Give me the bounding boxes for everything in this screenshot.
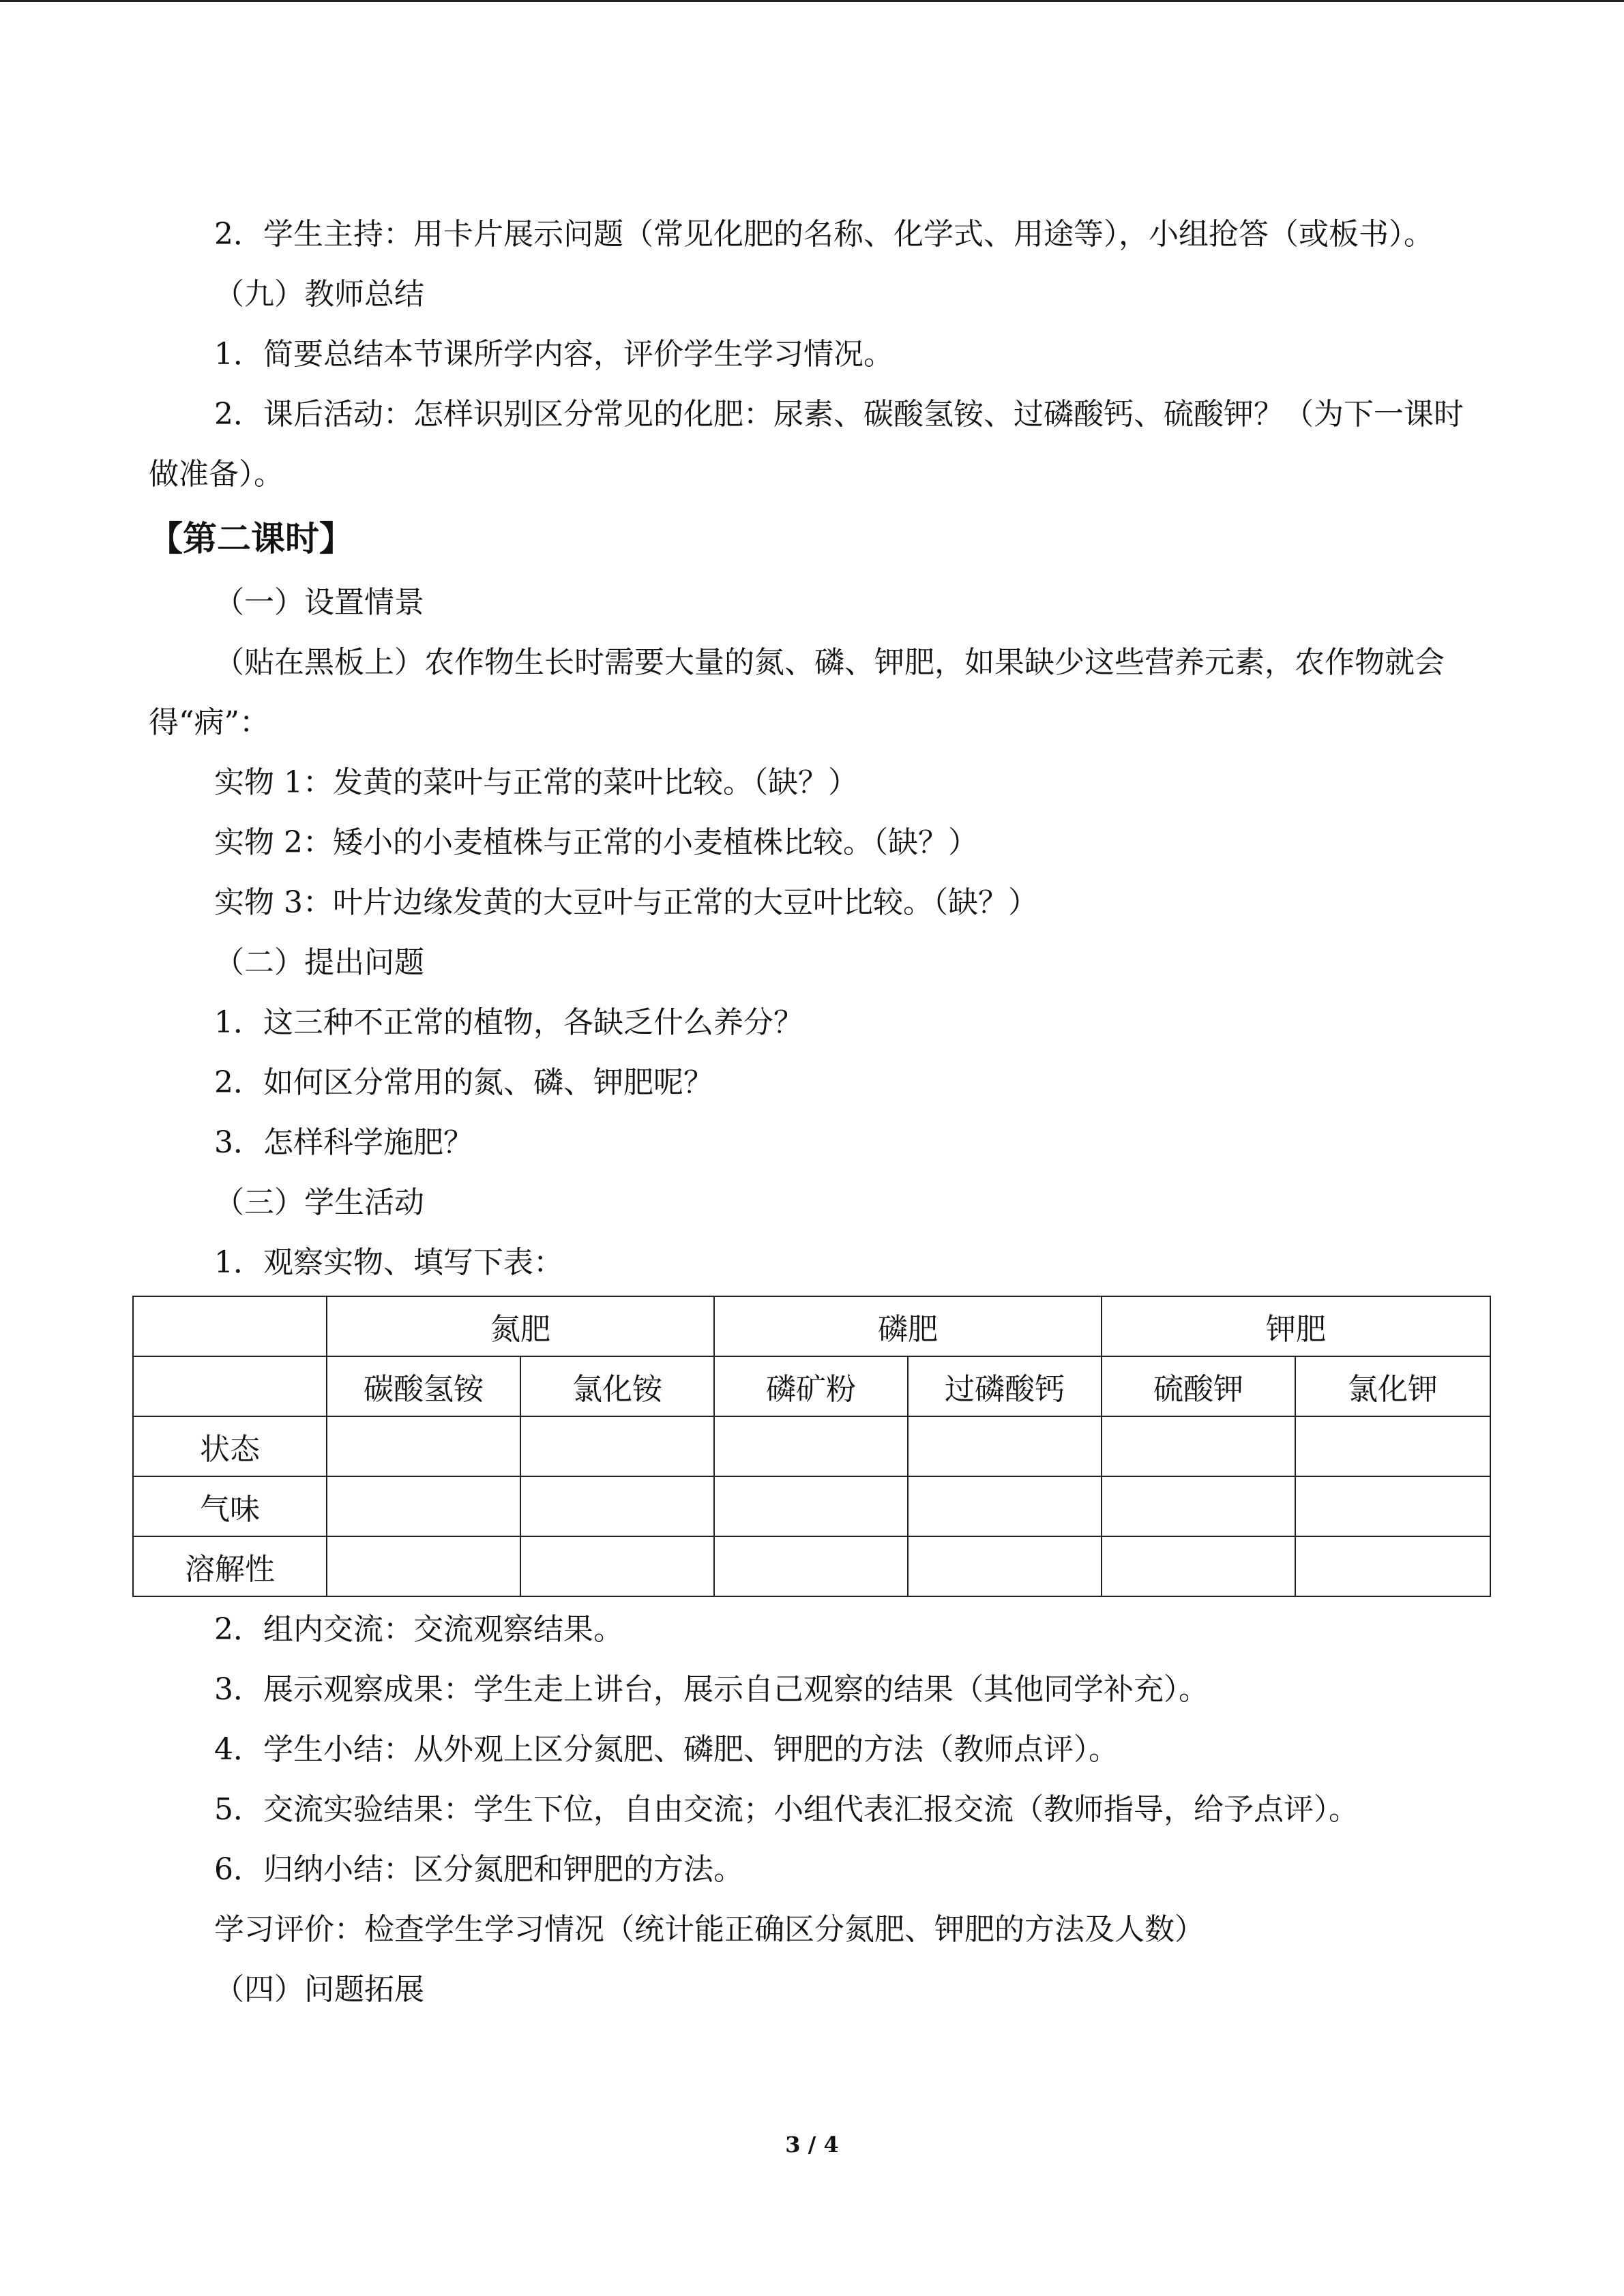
table-corner-cell	[133, 1296, 327, 1356]
table-cell	[520, 1536, 714, 1596]
page-number: 3 / 4	[785, 2132, 839, 2158]
table-group-header: 钾肥	[1102, 1296, 1490, 1356]
top-border-line	[0, 0, 1624, 2]
paragraph: 实物 2：矮小的小麦植株与正常的小麦植株比较。（缺？）	[214, 825, 978, 860]
paragraph: 1．观察实物、填写下表：	[214, 1245, 563, 1280]
paragraph: （贴在黑板上）农作物生长时需要大量的氮、磷、钾肥，如果缺少这些营养元素，农作物就会得“病”：	[149, 645, 1445, 740]
paragraph: （三）学生活动	[214, 1185, 424, 1220]
table-group-header: 磷肥	[714, 1296, 1102, 1356]
table-subheader: 硫酸钾	[1102, 1356, 1295, 1416]
paragraph: 3．展示观察成果：学生走上讲台，展示自己观察的结果（其他同学补充）。	[214, 1672, 1209, 1707]
table-cell	[714, 1416, 908, 1476]
table-row-label: 气味	[133, 1476, 327, 1536]
paragraph: （二）提出问题	[214, 945, 424, 980]
table-subheader: 氯化钾	[1295, 1356, 1490, 1416]
table-cell	[908, 1416, 1102, 1476]
table-cell	[1295, 1536, 1490, 1596]
table-cell	[327, 1476, 520, 1536]
table-group-header: 氮肥	[327, 1296, 714, 1356]
document-body	[149, 205, 1472, 2020]
table-row-label: 溶解性	[133, 1536, 327, 1596]
paragraph: 2．组内交流：交流观察结果。	[214, 1612, 623, 1647]
table-cell	[1295, 1476, 1490, 1536]
table-cell	[520, 1416, 714, 1476]
paragraph: （四）问题拓展	[214, 1972, 424, 2007]
table-subheader: 碳酸氢铵	[327, 1356, 520, 1416]
section-heading: 【第二课时】	[149, 519, 353, 558]
paragraph: 实物 3：叶片边缘发黄的大豆叶与正常的大豆叶比较。（缺？）	[214, 885, 1038, 920]
table-subheader: 氯化铵	[520, 1356, 714, 1416]
table-subheader: 磷矿粉	[714, 1356, 908, 1416]
table-cell	[327, 1536, 520, 1596]
table-cell	[908, 1476, 1102, 1536]
table-group-header-row	[133, 1296, 1490, 1356]
table-cell	[520, 1476, 714, 1536]
table-row	[133, 1536, 1490, 1596]
table-cell	[1102, 1476, 1295, 1536]
table-empty-cell	[133, 1356, 327, 1416]
paragraph: 6．归纳小结：区分氮肥和钾肥的方法。	[214, 1852, 743, 1887]
paragraph: 5．交流实验结果：学生下位，自由交流；小组代表汇报交流（教师指导，给予点评）。	[214, 1792, 1359, 1827]
table-cell	[714, 1476, 908, 1536]
table-cell	[1295, 1416, 1490, 1476]
paragraph: 4．学生小结：从外观上区分氮肥、磷肥、钾肥的方法（教师点评）。	[214, 1732, 1119, 1767]
table-row	[133, 1416, 1490, 1476]
paragraph: 2．课后活动：怎样识别区分常见的化肥：尿素、碳酸氢铵、过磷酸钙、硫酸钾？（为下一课时做准备）。	[149, 397, 1464, 492]
paragraph: 3．怎样科学施肥？	[214, 1125, 473, 1160]
paragraph: 2．学生主持：用卡片展示问题（常见化肥的名称、化学式、用途等），小组抢答（或板书）。	[214, 217, 1434, 252]
table-cell	[1102, 1536, 1295, 1596]
paragraph: （一）设置情景	[214, 585, 424, 620]
paragraph: 2．如何区分常用的氮、磷、钾肥呢？	[214, 1065, 713, 1100]
table-subheader: 过磷酸钙	[908, 1356, 1102, 1416]
fertilizer-observation-table	[132, 1296, 1491, 1597]
table-row-label: 状态	[133, 1416, 327, 1476]
paragraph: 学习评价：检查学生学习情况（统计能正确区分氮肥、钾肥的方法及人数）	[214, 1912, 1205, 1947]
paragraph: 1．简要总结本节课所学内容，评价学生学习情况。	[214, 337, 894, 372]
table-cell	[327, 1416, 520, 1476]
table-cell	[1102, 1416, 1295, 1476]
paragraph: 实物 1：发黄的菜叶与正常的菜叶比较。（缺？）	[214, 765, 858, 800]
table-row	[133, 1476, 1490, 1536]
table-cell	[714, 1536, 908, 1596]
table-subheader-row	[133, 1356, 1490, 1416]
table-cell	[908, 1536, 1102, 1596]
paragraph: 1．这三种不正常的植物，各缺乏什么养分？	[214, 1005, 803, 1040]
paragraph: （九）教师总结	[214, 277, 424, 312]
